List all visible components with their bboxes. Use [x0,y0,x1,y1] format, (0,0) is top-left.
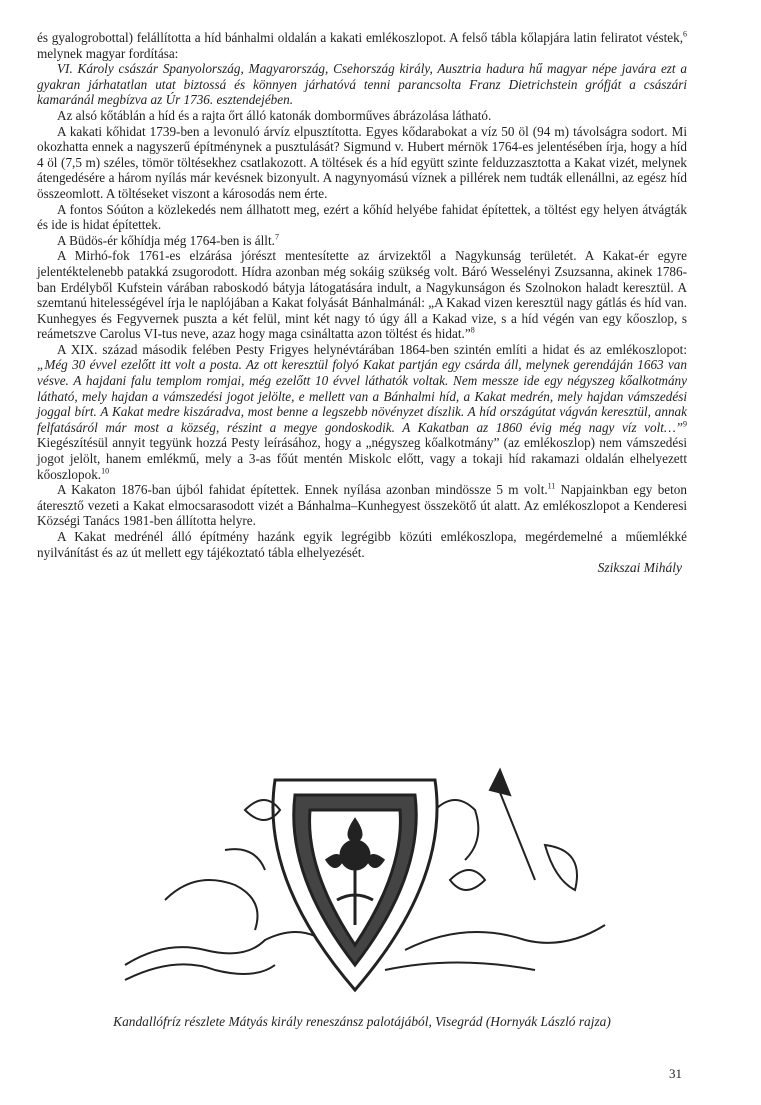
ribbon-right [405,925,605,950]
article-body [37,30,687,576]
shield [273,780,437,990]
figure-caption: Kandallófríz részlete Mátyás király reneszánsz palotájából, Visegrád (Hornyák László rajza) [113,1014,611,1029]
axe-blade [545,845,577,890]
ribbon-left [125,932,335,965]
ribbon-left-lower [125,964,275,980]
spear-head [490,770,510,795]
scroll-right [435,800,478,860]
author-signature: Szikszai Mihály [597,560,682,576]
paragraph-6: A Büdös-ér kőhídja még 1764-ben is állt.$^7$ [57,232,279,248]
page-number: 31 [669,1066,682,1081]
paragraph-9: A Kakaton 1876-ban újból fahidat építettek. Ennek nyílása azonban mindössze 5 m volt.$^{11}$ Napjainkban egy beton áteresztő vezeti a Kakat elmocsarasodott vizét a Bánhalma–Kunhegyest összekötő út alatt. Az emlékoszlopot a Kenderesi Községi Tanács 1981-ben állította helyre. [37,481,687,529]
paragraph-xix: A XIX. század második felében Pesty Frigyes helynévtárában 1864-ben szintén említi a hidat és az emlékoszlopot: „Még 30 évvel ezelőtt itt volt a posta. Az ott keresztül folyó Kakat partján egy csárda áll, melynek gerendáján 1663 van vésve. A hajdani falu templom romjai, még ezelőtt 10 évvel láthatók voltak. Nem messze ide egy négyszeg kőalkotmány látható, mely hajdan a vámszedési jogot jelölte, e mellett van a Bánhalmi híd, a Kakat medrén, mely hajdan vámszedési joggal bírt. A Kakat medre kiszáradva, most benne a legszebb növényzet díszlik. A híd országútat vágván keresztül, annak felfatásáról már most a község, részint a megye gondoskodik. A Kakatban az 1860 évig még nagy víz volt…”$^9$ Kiegészítésül annyit tegyünk hozzá Pesty leírásához, hogy a „négyszeg kőalkotmány” (az emlékoszlop) nem vámszedési jogot jelölt, hanem emlékmű, mely a 3-as főút mentén Miskolc előtt, vagy a tokaji híd rakamazi oldalán elhelyezett kőoszlopok.$^{10}$ [37,341,687,482]
scroll-left [165,880,258,930]
fireplace-frieze-illustration [105,750,625,1000]
latin-translation: VI. Károly császár Spanyolország, Magyarország, Csehország király, Ausztria hadura hű magyar népe javára ezt a gyakran járhatatlan utat biztossá és könnyen járhatóvá tenni parancsolta Franz Dietrichstein grófját a császári kamaránál megbízva az Úr 1736. esztendejében. [37,61,687,108]
paragraph-1: és gyalogrobottal) felállította a híd bánhalmi oldalán a kakati emlékoszlopot. A felső tábla kőlapjára latin feliratot véstek,$^6$ melynek magyar fordítása: [37,29,687,61]
paragraph-5: A fontos Sóúton a közlekedés nem állhatott meg, ezért a kőhíd helyébe fahidat építettek, a töltést egy helyen átvágták és ide is hidat építettek. [37,201,687,233]
paragraph-10: A Kakat medrénél álló építmény hazánk egyik legrégibb közúti emlékoszlopa, megérdemelné a műemlékké nyilvánítást és az út mellett egy tájékoztató tábla elhelyezését. [37,529,687,560]
paragraph-3: Az alsó kőtáblán a híd és a rajta őrt álló katonák domborműves ábrázolása látható. [57,107,492,123]
ribbon-right-lower [385,963,535,971]
paragraph-7: A Mirhó-fok 1761-es elzárása jórészt mentesítette az árvizektől a Nagykunság területét. A Kakat-ér egyre jelentéktelenebb patakká zsugorodott. Hídra azonban még sokáig szükség volt. Báró Wesselényi Zsuzsanna, akinek 1786-ban Erdélyből Kufstein várában raboskodó bátyja látogatására indult, a Nagykunságon és Szolnokon haladt keresztül. A szemtanú hitelességével írja le naplójában a Kakat folyását Bánhalmánál: „A Kakad vizen keresztül nagy gátlás és híd van. Kunhegyes és Fegyvernek puszta a két felül, mint két nagy tó úgy áll a Kakad vize, s a híd végén van egy kőoszlop, s reámetszve Carolus VI-tus neve, azaz hogy maga csináltatta azon töltést és hidat.”$^8$ [37,248,687,342]
paragraph-4: A kakati kőhidat 1739-ben a levonuló árvíz elpusztította. Egyes kődarabokat a víz 50 öl (94 m) távolságra sodort. Mi okozhatta ennek a nagyszerű építménynek a pusztulását? Sigmund v. Hubert mérnök 1764-es jelentésében írja, hogy a híd 4 öl (7,5 m) széles, tömör töltésekhez csatlakozott. A töltések és a híd együtt szinte felduzzasztotta a Kakat vizét, melynek átengedésére a három nyílás már kevésnek bizonyult. A nagynyomású víznek a pillérek nem tudták ellenállni, az egész híd összeomlott. A töltéseket viszont a károsodás nem érte. [37,123,687,201]
spear-shaft [495,780,535,880]
